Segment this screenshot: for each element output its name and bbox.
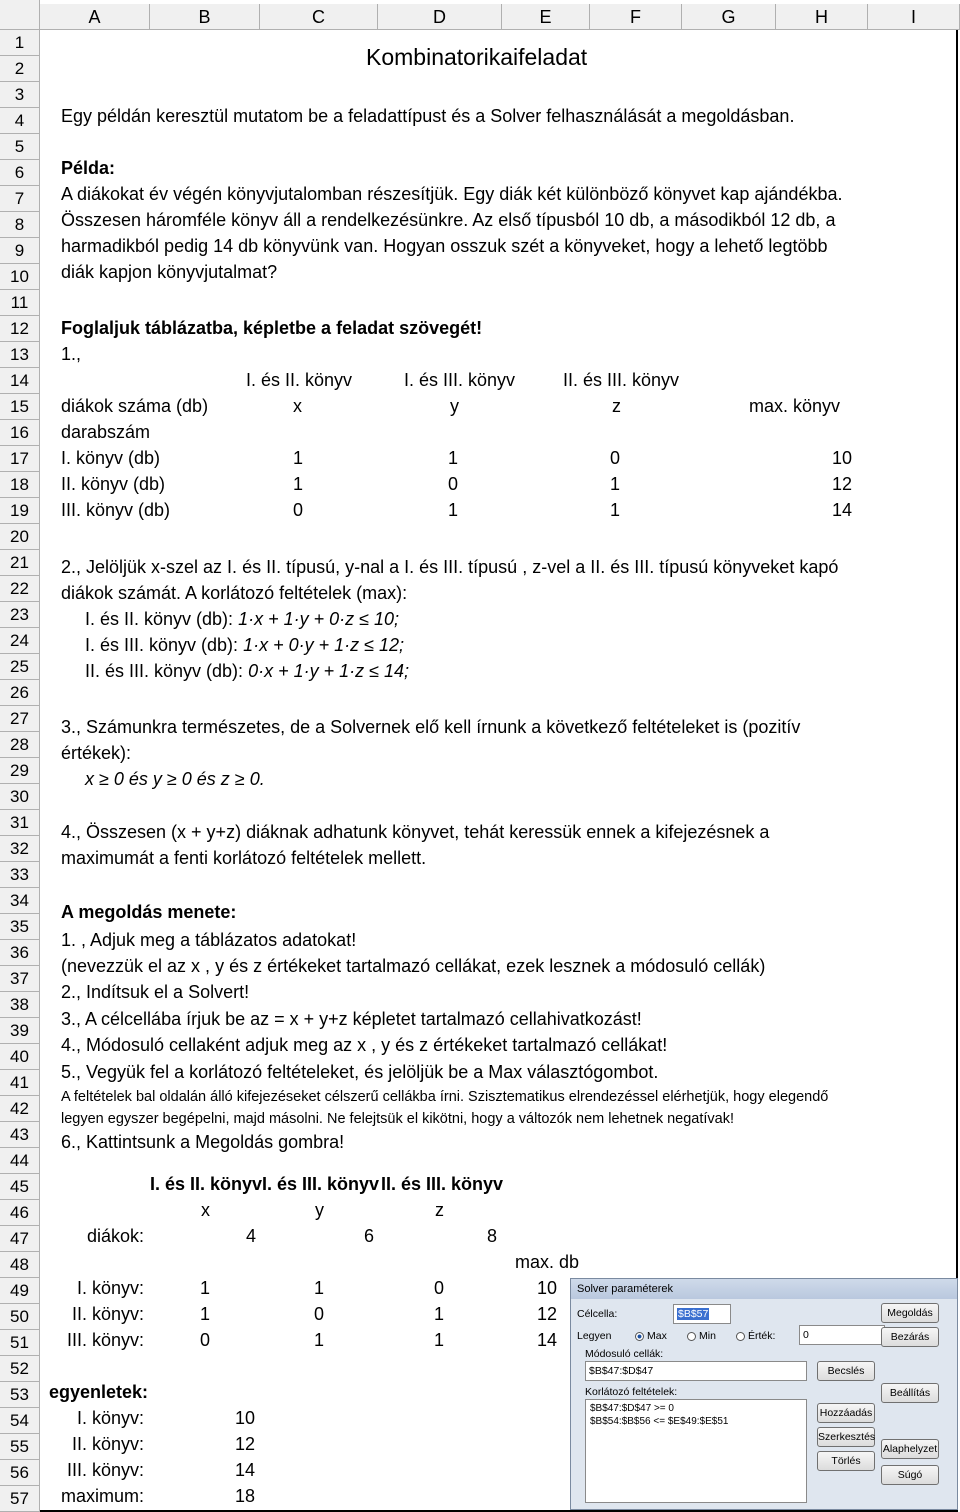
column-header-i[interactable]: I bbox=[868, 4, 960, 30]
result-cell: 0 bbox=[200, 1330, 211, 1350]
row-header[interactable]: 6 bbox=[0, 160, 40, 186]
row-header[interactable]: 10 bbox=[0, 264, 40, 290]
result-col-header: II. és III. könyv bbox=[381, 1174, 504, 1194]
solver-dialog-title: Solver paraméterek bbox=[571, 1279, 957, 1299]
column-header-g[interactable]: G bbox=[682, 4, 776, 30]
column-header-c[interactable]: C bbox=[260, 4, 378, 30]
row-header[interactable]: 55 bbox=[0, 1434, 40, 1460]
row-header[interactable]: 34 bbox=[0, 888, 40, 914]
solve-button[interactable]: Megoldás bbox=[881, 1303, 939, 1323]
row-header[interactable]: 52 bbox=[0, 1356, 40, 1382]
solution-step-4: 4., Módosuló cellaként adjuk meg az x , y és z értékeket tartalmazó cellákat! bbox=[61, 1035, 668, 1055]
max-label: max. könyv bbox=[749, 396, 841, 416]
column-header-d[interactable]: D bbox=[378, 4, 502, 30]
column-header-f[interactable]: F bbox=[590, 4, 682, 30]
row-header[interactable]: 35 bbox=[0, 914, 40, 940]
solution-note: legyen egyszer begépelni, majd másolni. Ne felejtsük el kikötni, hogy a változók nem lehetnek negatívak! bbox=[61, 1111, 735, 1127]
row-header[interactable]: 39 bbox=[0, 1018, 40, 1044]
step2-line: 2., Jelöljük x-szel az I. és II. típusú, y-nal a I. és III. típusú , z-vel a II. és III. típusú könyveket kapó bbox=[61, 557, 839, 577]
target-cell-input[interactable]: $B$57 bbox=[673, 1304, 731, 1324]
example-heading: Példa: bbox=[61, 158, 116, 178]
constraints-list[interactable] bbox=[585, 1399, 807, 1503]
row-header[interactable]: 30 bbox=[0, 784, 40, 810]
solution-step-5: 5., Vegyük fel a korlátozó feltételeket, és jelöljük be a Max választógombot. bbox=[61, 1062, 659, 1082]
row-header[interactable]: 5 bbox=[0, 134, 40, 160]
row-header[interactable]: 32 bbox=[0, 836, 40, 862]
modifiable-cell-z[interactable]: 8 bbox=[486, 1226, 497, 1246]
eq-value: 10 bbox=[235, 1408, 256, 1428]
result-var: y bbox=[315, 1200, 324, 1220]
select-all-corner[interactable] bbox=[0, 0, 40, 30]
row-header[interactable]: 18 bbox=[0, 472, 40, 498]
table-row-label: III. könyv (db) bbox=[61, 500, 171, 520]
column-header-b[interactable]: B bbox=[150, 4, 260, 30]
result-cell: 0 bbox=[434, 1278, 445, 1298]
result-col-header: I. és III. könyv bbox=[262, 1174, 380, 1194]
solution-step-6: 6., Kattintsunk a Megoldás gombra! bbox=[61, 1132, 345, 1152]
constraint-2: I. és III. könyv (db): 1·x + 0·y + 1·z ≤ 12; bbox=[85, 635, 405, 655]
students-row-label: diákok száma (db) bbox=[61, 396, 209, 416]
result-max-cell: 14 bbox=[537, 1330, 558, 1350]
guess-button[interactable]: Becslés bbox=[817, 1361, 875, 1381]
col-header-1-3: I. és III. könyv bbox=[404, 370, 516, 390]
row-headers bbox=[0, 30, 40, 1512]
result-row-label: II. könyv: bbox=[71, 1304, 144, 1324]
row-header[interactable]: 11 bbox=[0, 290, 40, 316]
col-header-2-3: II. és III. könyv bbox=[563, 370, 680, 390]
modifiable-cell-y[interactable]: 6 bbox=[363, 1226, 374, 1246]
column-header-a[interactable]: A bbox=[40, 4, 150, 30]
table-cell: 1 bbox=[293, 474, 304, 494]
row-header[interactable]: 56 bbox=[0, 1460, 40, 1486]
constraint-item[interactable]: $B$47:$D$47 >= 0 bbox=[590, 1403, 674, 1414]
row-header[interactable]: 21 bbox=[0, 550, 40, 576]
intro-text: Egy példán keresztül mutatom be a feladattípust és a Solver felhasználását a megoldásban. bbox=[61, 106, 795, 126]
row-header[interactable]: 7 bbox=[0, 186, 40, 212]
row-header[interactable]: 40 bbox=[0, 1044, 40, 1070]
row-header[interactable]: 50 bbox=[0, 1304, 40, 1330]
eq-row-label: II. könyv: bbox=[71, 1434, 144, 1454]
eq-row-label: I. könyv: bbox=[76, 1408, 144, 1428]
row-header[interactable]: 29 bbox=[0, 758, 40, 784]
solver-dialog bbox=[570, 1278, 958, 1510]
var-y: y bbox=[450, 396, 459, 416]
table-cell-max: 14 bbox=[832, 500, 853, 520]
radio-icon bbox=[687, 1332, 696, 1341]
row-header[interactable]: 37 bbox=[0, 966, 40, 992]
row-header[interactable]: 41 bbox=[0, 1070, 40, 1096]
row-header[interactable]: 42 bbox=[0, 1096, 40, 1122]
step1-heading: Foglaljuk táblázatba, képletbe a feladat szövegét! bbox=[61, 318, 483, 338]
max-radio[interactable]: Max bbox=[635, 1329, 667, 1343]
result-cell: 1 bbox=[200, 1278, 211, 1298]
changing-cells-label: Módosuló cellák: bbox=[585, 1348, 664, 1360]
result-row-label: III. könyv: bbox=[66, 1330, 144, 1350]
row-header[interactable]: 46 bbox=[0, 1200, 40, 1226]
count-label: darabszám bbox=[61, 422, 151, 442]
row-header[interactable]: 53 bbox=[0, 1382, 40, 1408]
result-cell: 1 bbox=[314, 1278, 325, 1298]
row-header[interactable]: 14 bbox=[0, 368, 40, 394]
result-cell: 1 bbox=[314, 1330, 325, 1350]
equal-to-label: Legyen bbox=[577, 1330, 612, 1342]
step3-line: értékek): bbox=[61, 743, 132, 763]
nonneg-condition: x ≥ 0 és y ≥ 0 és z ≥ 0. bbox=[85, 769, 265, 789]
row-header[interactable]: 12 bbox=[0, 316, 40, 342]
step4-line: maximumát a fenti korlátozó feltételek mellett. bbox=[61, 848, 427, 868]
table-cell: 0 bbox=[610, 448, 621, 468]
constraint-1: I. és II. könyv (db): 1·x + 1·y + 0·z ≤ 10; bbox=[85, 609, 400, 629]
add-button[interactable]: Hozzáadás bbox=[817, 1403, 875, 1423]
result-cell: 0 bbox=[314, 1304, 325, 1324]
row-header[interactable]: 33 bbox=[0, 862, 40, 888]
change-button[interactable]: Szerkesztés bbox=[817, 1427, 875, 1447]
value-of-radio[interactable]: Érték: bbox=[736, 1329, 775, 1343]
table-cell-max: 12 bbox=[832, 474, 853, 494]
row-header[interactable]: 28 bbox=[0, 732, 40, 758]
step2-line: diákok számát. A korlátozó feltételek (max): bbox=[61, 583, 408, 603]
eq-row-label: III. könyv: bbox=[66, 1460, 144, 1480]
table-cell: 0 bbox=[293, 500, 304, 520]
result-max-cell: 12 bbox=[537, 1304, 558, 1324]
step3-line: 3., Számunkra természetes, de a Solvernek elő kell írnunk a következő feltételeket is (pozitív bbox=[61, 717, 801, 737]
solution-step-1: 1. , Adjuk meg a táblázatos adatokat! bbox=[61, 930, 357, 950]
row-header[interactable]: 31 bbox=[0, 810, 40, 836]
table-row-label: I. könyv (db) bbox=[61, 448, 161, 468]
table-row-label: II. könyv (db) bbox=[61, 474, 166, 494]
row-header[interactable]: 47 bbox=[0, 1226, 40, 1252]
var-x: x bbox=[293, 396, 302, 416]
row-header[interactable]: 48 bbox=[0, 1252, 40, 1278]
changing-cells-input[interactable]: $B$47:$D$47 bbox=[585, 1361, 807, 1381]
radio-icon bbox=[736, 1332, 745, 1341]
example-line: harmadikból pedig 14 db könyvünk van. Hogyan osszuk szét a könyveket, hogy a lehető legtöbb bbox=[61, 236, 828, 256]
result-max-label: max. db bbox=[515, 1252, 580, 1272]
help-button[interactable]: Súgó bbox=[881, 1465, 939, 1485]
row-header[interactable]: 13 bbox=[0, 342, 40, 368]
equations-label: egyenletek: bbox=[49, 1382, 149, 1402]
row-header[interactable]: 45 bbox=[0, 1174, 40, 1200]
row-header[interactable]: 2 bbox=[0, 56, 40, 82]
row-header[interactable]: 17 bbox=[0, 446, 40, 472]
row-header[interactable]: 51 bbox=[0, 1330, 40, 1356]
value-of-input[interactable]: 0 bbox=[799, 1325, 885, 1345]
solution-note: A feltételek bal oldalán álló kifejezéseket célszerű cellákba írni. Szisztematikus elrendezéssel elérhetjük, hogy elegendő bbox=[61, 1089, 829, 1105]
objective-cell: 18 bbox=[235, 1486, 256, 1506]
min-radio[interactable]: Min bbox=[687, 1329, 716, 1343]
constraint-3: II. és III. könyv (db): 0·x + 1·y + 1·z ≤ 14; bbox=[85, 661, 410, 681]
options-button[interactable]: Beállítás bbox=[881, 1383, 939, 1403]
row-header[interactable]: 9 bbox=[0, 238, 40, 264]
students-label: diákok: bbox=[86, 1226, 144, 1246]
target-cell-label: Célcella: bbox=[577, 1308, 618, 1320]
row-header[interactable]: 19 bbox=[0, 498, 40, 524]
example-line: Összesen háromféle könyv áll a rendelkezésünkre. Az első típusból 10 db, a másodikból 12 db, a bbox=[61, 210, 836, 230]
constraints-label: Korlátozó feltételek: bbox=[585, 1386, 678, 1398]
row-header[interactable]: 24 bbox=[0, 628, 40, 654]
eq-value: 14 bbox=[235, 1460, 256, 1480]
table-cell: 1 bbox=[293, 448, 304, 468]
constraint-item[interactable]: $B$54:$B$56 <= $E$49:$E$51 bbox=[590, 1416, 729, 1427]
result-max-cell: 10 bbox=[537, 1278, 558, 1298]
row-header[interactable]: 20 bbox=[0, 524, 40, 550]
result-cell: 1 bbox=[200, 1304, 211, 1324]
solution-step-3: 3., A célcellába írjuk be az = x + y+z képletet tartalmazó cellahivatkozást! bbox=[61, 1009, 642, 1029]
row-header[interactable]: 4 bbox=[0, 108, 40, 134]
row-header[interactable]: 43 bbox=[0, 1122, 40, 1148]
table-cell: 1 bbox=[448, 500, 459, 520]
example-line: A diákokat év végén könyvjutalomban részesítjük. Egy diák két különböző könyvet kap ajándékba. bbox=[61, 184, 843, 204]
result-var: z bbox=[435, 1200, 444, 1220]
table-cell: 1 bbox=[610, 500, 621, 520]
row-header[interactable]: 1 bbox=[0, 30, 40, 56]
solution-step-1b: (nevezzük el az x , y és z értékeket tartalmazó cellákat, ezek lesznek a módosuló cellák) bbox=[61, 956, 766, 976]
reset-all-button[interactable]: Alaphelyzet bbox=[881, 1439, 939, 1459]
table-cell: 0 bbox=[448, 474, 459, 494]
result-cell: 1 bbox=[434, 1304, 445, 1324]
result-col-header: I. és II. könyv bbox=[150, 1174, 263, 1194]
row-header[interactable]: 36 bbox=[0, 940, 40, 966]
solution-heading: A megoldás menete: bbox=[61, 902, 237, 922]
solution-step-2: 2., Indítsuk el a Solvert! bbox=[61, 982, 250, 1002]
delete-button[interactable]: Törlés bbox=[817, 1451, 875, 1471]
table-cell: 1 bbox=[448, 448, 459, 468]
row-header[interactable]: 3 bbox=[0, 82, 40, 108]
result-var: x bbox=[201, 1200, 210, 1220]
col-header-1-2: I. és II. könyv bbox=[246, 370, 353, 390]
row-header[interactable]: 22 bbox=[0, 576, 40, 602]
row-header[interactable]: 23 bbox=[0, 602, 40, 628]
row-header[interactable]: 38 bbox=[0, 992, 40, 1018]
close-button[interactable]: Bezárás bbox=[881, 1327, 939, 1347]
eq-value: 12 bbox=[235, 1434, 256, 1454]
result-row-label: I. könyv: bbox=[76, 1278, 144, 1298]
row-header[interactable]: 57 bbox=[0, 1486, 40, 1512]
row-header[interactable]: 8 bbox=[0, 212, 40, 238]
radio-icon bbox=[635, 1332, 644, 1341]
var-z: z bbox=[612, 396, 621, 416]
row-header[interactable]: 44 bbox=[0, 1148, 40, 1174]
column-header-h[interactable]: H bbox=[776, 4, 868, 30]
row-header[interactable]: 16 bbox=[0, 420, 40, 446]
eq-row-label: maximum: bbox=[60, 1486, 144, 1506]
table-cell-max: 10 bbox=[832, 448, 853, 468]
row-header[interactable]: 49 bbox=[0, 1278, 40, 1304]
row-header[interactable]: 26 bbox=[0, 680, 40, 706]
example-line: diák kapjon könyvjutalmat? bbox=[61, 262, 278, 282]
row-header[interactable]: 15 bbox=[0, 394, 40, 420]
modifiable-cell-x[interactable]: 4 bbox=[245, 1226, 256, 1246]
step1-label: 1., bbox=[61, 344, 82, 364]
row-header[interactable]: 27 bbox=[0, 706, 40, 732]
step4-line: 4., Összesen (x + y+z) diáknak adhatunk könyvet, tehát keressük ennek a kifejezésnek a bbox=[61, 822, 770, 842]
row-header[interactable]: 25 bbox=[0, 654, 40, 680]
row-header[interactable]: 54 bbox=[0, 1408, 40, 1434]
page-title: Kombinatorikaifeladat bbox=[366, 44, 588, 70]
result-cell: 1 bbox=[434, 1330, 445, 1350]
table-cell: 1 bbox=[610, 474, 621, 494]
column-header-e[interactable]: E bbox=[502, 4, 590, 30]
